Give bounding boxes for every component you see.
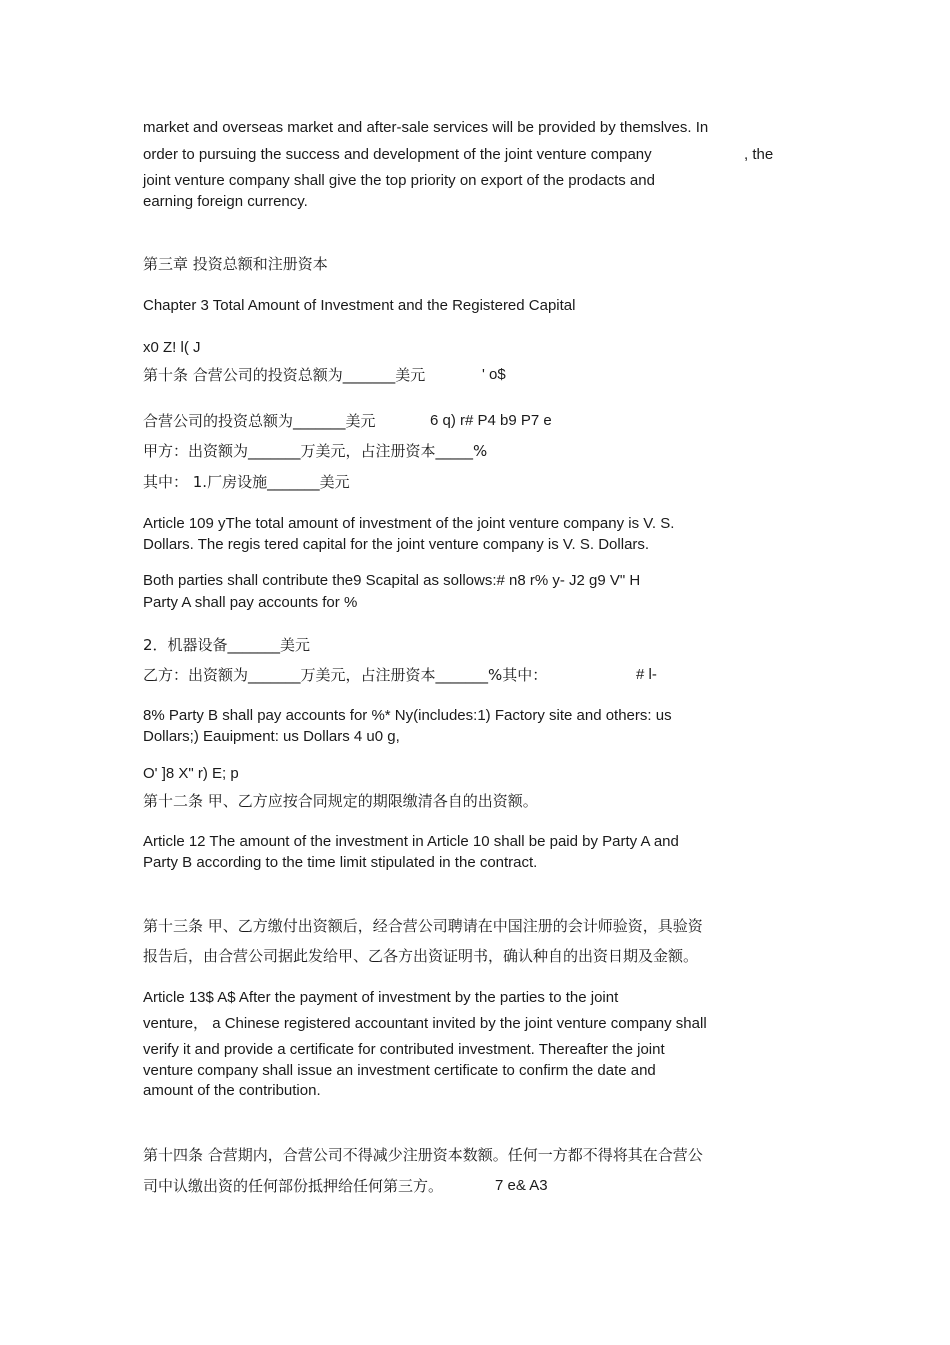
article-14-cn: 司中认缴出资的任何部份抵押给任何第三方。: [143, 1177, 444, 1195]
article-10-cn: 第十条 合营公司的投资总额为_______美元: [143, 366, 426, 384]
article-14-cn: 第十四条 合营期内，合营公司不得减少注册资本数额。任何一方都不得将其在合营公: [143, 1146, 703, 1164]
article-10-en: Article 109 yThe total amount of investment of the joint venture company is V. S.: [143, 515, 675, 532]
artifact-text: O' ]8 X" r) E; p: [143, 765, 239, 782]
article-13-cn: 第十三条 甲、乙方缴付出资额后，经合营公司聘请在中国注册的会计师验资，具验资: [143, 917, 703, 935]
paragraph-line: market and overseas market and after-sale services will be provided by themslves. In: [143, 119, 709, 136]
artifact-tail: ' o$: [482, 366, 506, 383]
article-13-en: verify it and provide a certificate for contributed investment. Thereafter the joint: [143, 1041, 665, 1058]
article-12-en: Party B according to the time limit stipulated in the contract.: [143, 854, 538, 871]
artifact-text: x0 Z! l( J: [143, 339, 201, 356]
chapter-title-cn: 第三章 投资总额和注册资本: [143, 255, 328, 273]
article-12-en: Article 12 The amount of the investment in Article 10 shall be paid by Party A and: [143, 833, 679, 850]
party-a-line: 甲方：出资额为_______万美元，占注册资本_____%: [143, 442, 488, 460]
paragraph-line-tail: , the: [744, 146, 774, 163]
paragraph-line: order to pursuing the success and development of the joint venture company: [143, 146, 652, 163]
article-12-cn: 第十二条 甲、乙方应按合同规定的期限缴清各自的出资额。: [143, 792, 538, 810]
chapter-title-en: Chapter 3 Total Amount of Investment and the Registered Capital: [143, 297, 576, 314]
paragraph-line: earning foreign currency.: [143, 193, 308, 210]
article-10-en: Dollars;) Eauipment: us Dollars 4 u0 g,: [143, 728, 400, 745]
artifact-tail: 7 e& A3: [495, 1177, 548, 1194]
machinery-line: 2．机器设备_______美元: [143, 636, 311, 654]
article-10-cn-2: 合营公司的投资总额为_______美元: [143, 412, 376, 430]
party-b-line: 乙方：出资额为_______万美元，占注册资本_______%其中：: [143, 666, 548, 684]
article-10-en: Party A shall pay accounts for %: [143, 594, 358, 611]
artifact-tail: # l-: [636, 666, 657, 683]
article-13-cn: 报告后，由合营公司据此发给甲、乙各方出资证明书，确认种自的出资日期及金额。: [143, 947, 699, 965]
article-13-en: amount of the contribution.: [143, 1082, 321, 1099]
article-13-en: venture， a Chinese registered accountant invited by the joint venture company shall: [143, 1015, 707, 1032]
artifact-tail: 6 q) r# P4 b9 P7 e: [430, 412, 552, 429]
article-10-en: Dollars. The regis tered capital for the joint venture company is V. S. Dollars.: [143, 536, 650, 553]
paragraph-line: joint venture company shall give the top priority on export of the prodacts and: [143, 172, 655, 189]
article-10-en: Both parties shall contribute the9 Scapital as sollows:# n8 r% y- J2 g9 V" H: [143, 572, 641, 589]
article-13-en: Article 13$ A$ After the payment of investment by the parties to the joint: [143, 989, 619, 1006]
among-line: 其中： 1.厂房设施_______美元: [143, 473, 350, 491]
article-10-en: 8% Party B shall pay accounts for %* Ny(includes:1) Factory site and others: us: [143, 707, 672, 724]
article-13-en: venture company shall issue an investment certificate to confirm the date and: [143, 1062, 656, 1079]
